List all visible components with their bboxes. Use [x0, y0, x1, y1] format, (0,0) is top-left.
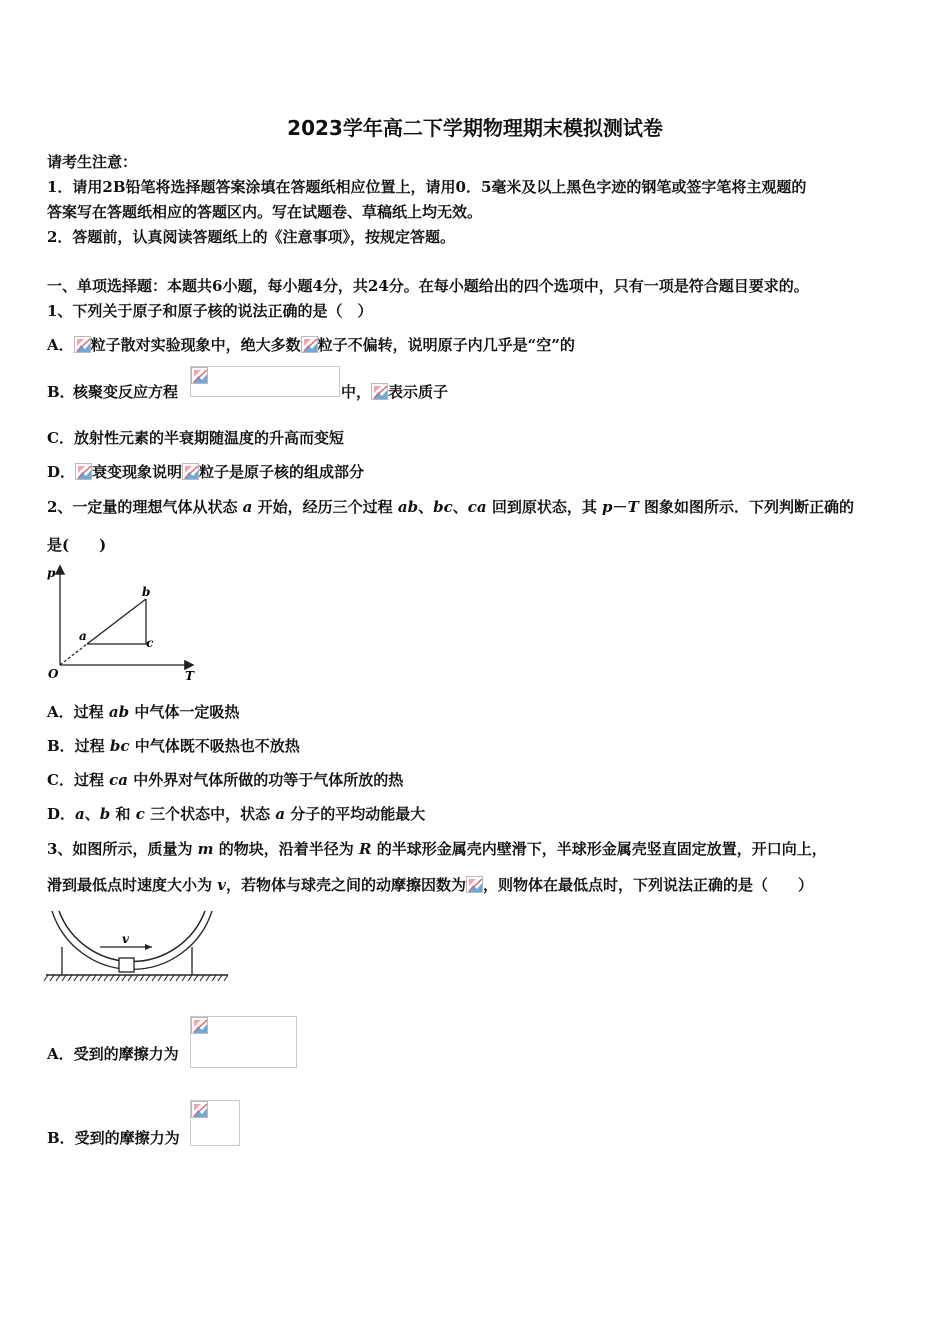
q1-option-b-tail: 中， 表示质子	[341, 383, 449, 401]
ground-hatching	[44, 975, 228, 981]
t-axis-label: T	[185, 669, 194, 683]
q1-option-a[interactable]	[47, 335, 575, 355]
velocity-arrowhead	[145, 944, 152, 950]
q3-option-b-formula-image	[190, 1100, 240, 1146]
broken-image-icon	[74, 336, 91, 353]
q1-option-d[interactable]: D． 衰变现象说明 粒子是原子核的组成部分	[47, 463, 365, 481]
broken-image-icon	[371, 383, 388, 400]
broken-image-icon	[75, 463, 92, 480]
q1-stem: 1、下列关于原子和原子核的说法正确的是（ ）	[47, 302, 373, 320]
notice-header: 请考生注意：	[47, 153, 138, 171]
option-text: 粒子散对实验现象中，绝大多数	[90, 336, 301, 354]
option-text: 粒子不偏转，说明原子内几乎是“空”的	[317, 336, 575, 354]
broken-image-icon	[466, 876, 483, 893]
broken-image-icon	[191, 367, 208, 384]
q3-stem-line-1: 3、如图所示，质量为 m 的物块，沿着半径为 R 的半球形金属壳内壁滑下，半球形金属壳竖直固定放置，开口向上，	[47, 840, 827, 858]
broken-image-icon	[301, 336, 318, 353]
q1-option-c[interactable]: C．放射性元素的半衰期随温度的升高而变短	[47, 429, 344, 447]
q3-option-b[interactable]: B．受到的摩擦力为	[47, 1129, 180, 1147]
notice-item-1-line-1: 1．请用2B铅笔将选择题答案涂填在答题纸相应位置上，请用0．5毫米及以上黑色字迹的钢笔或签字笔将主观题的	[47, 178, 807, 196]
p-axis-label: p	[47, 566, 56, 580]
point-a-label: a	[79, 629, 87, 643]
section-1-header: 一、单项选择题：本题共6小题，每小题4分，共24分。在每小题给出的四个选项中，只有一项是符合题目要求的。	[47, 277, 809, 295]
point-b-label: b	[142, 585, 151, 599]
q2-option-b[interactable]: B．过程 bc 中气体既不吸热也不放热	[47, 737, 300, 755]
q3-option-a-formula-image	[190, 1016, 297, 1068]
broken-image-icon	[182, 463, 199, 480]
exam-title: 2023学年高二下学期物理期末模拟测试卷	[287, 116, 663, 140]
hemisphere-shell	[59, 911, 205, 962]
q2-option-a[interactable]: A．过程 ab 中气体一定吸热	[47, 703, 240, 721]
block	[119, 958, 134, 972]
q1-option-b-label: B．	[47, 383, 75, 401]
hemisphere-figure	[42, 905, 232, 985]
notice-item-1-line-2: 答案写在答题纸相应的答题区内。写在试题卷、草稿纸上均无效。	[47, 203, 483, 221]
q3-option-a[interactable]: A．受到的摩擦力为	[47, 1045, 179, 1063]
broken-image-icon	[191, 1017, 208, 1034]
q2-option-d[interactable]: D．a、b 和 c 三个状态中，状态 a 分子的平均动能最大	[47, 805, 426, 823]
q2-stem-line-1: 2、一定量的理想气体从状态 a 开始，经历三个过程 ab、bc、ca 回到原状态，其 p－T 图象如图所示．下列判断正确的	[47, 498, 854, 516]
origin-dashed-line	[60, 644, 87, 665]
q2-stem-line-2: 是( )	[47, 536, 107, 554]
q1-equation-image	[190, 366, 340, 397]
q2-option-c[interactable]: C．过程 ca 中外界对气体所做的功等于气体所放的热	[47, 771, 404, 789]
process-ab	[87, 599, 146, 644]
q1-option-b-text: 核聚变反应方程	[73, 383, 179, 401]
velocity-label: v	[122, 932, 129, 946]
option-label: A．	[47, 336, 74, 354]
notice-item-2: 2．答题前，认真阅读答题纸上的《注意事项》，按规定答题。	[47, 228, 455, 246]
q3-stem-line-2: 滑到最低点时速度大小为 v，若物体与球壳之间的动摩擦因数为 ，则物体在最低点时，下列说法正确的是（ ）	[47, 876, 813, 894]
point-c-label: c	[146, 636, 154, 650]
broken-image-icon	[191, 1101, 208, 1118]
pt-graph	[40, 562, 200, 684]
origin-label: O	[48, 667, 59, 681]
